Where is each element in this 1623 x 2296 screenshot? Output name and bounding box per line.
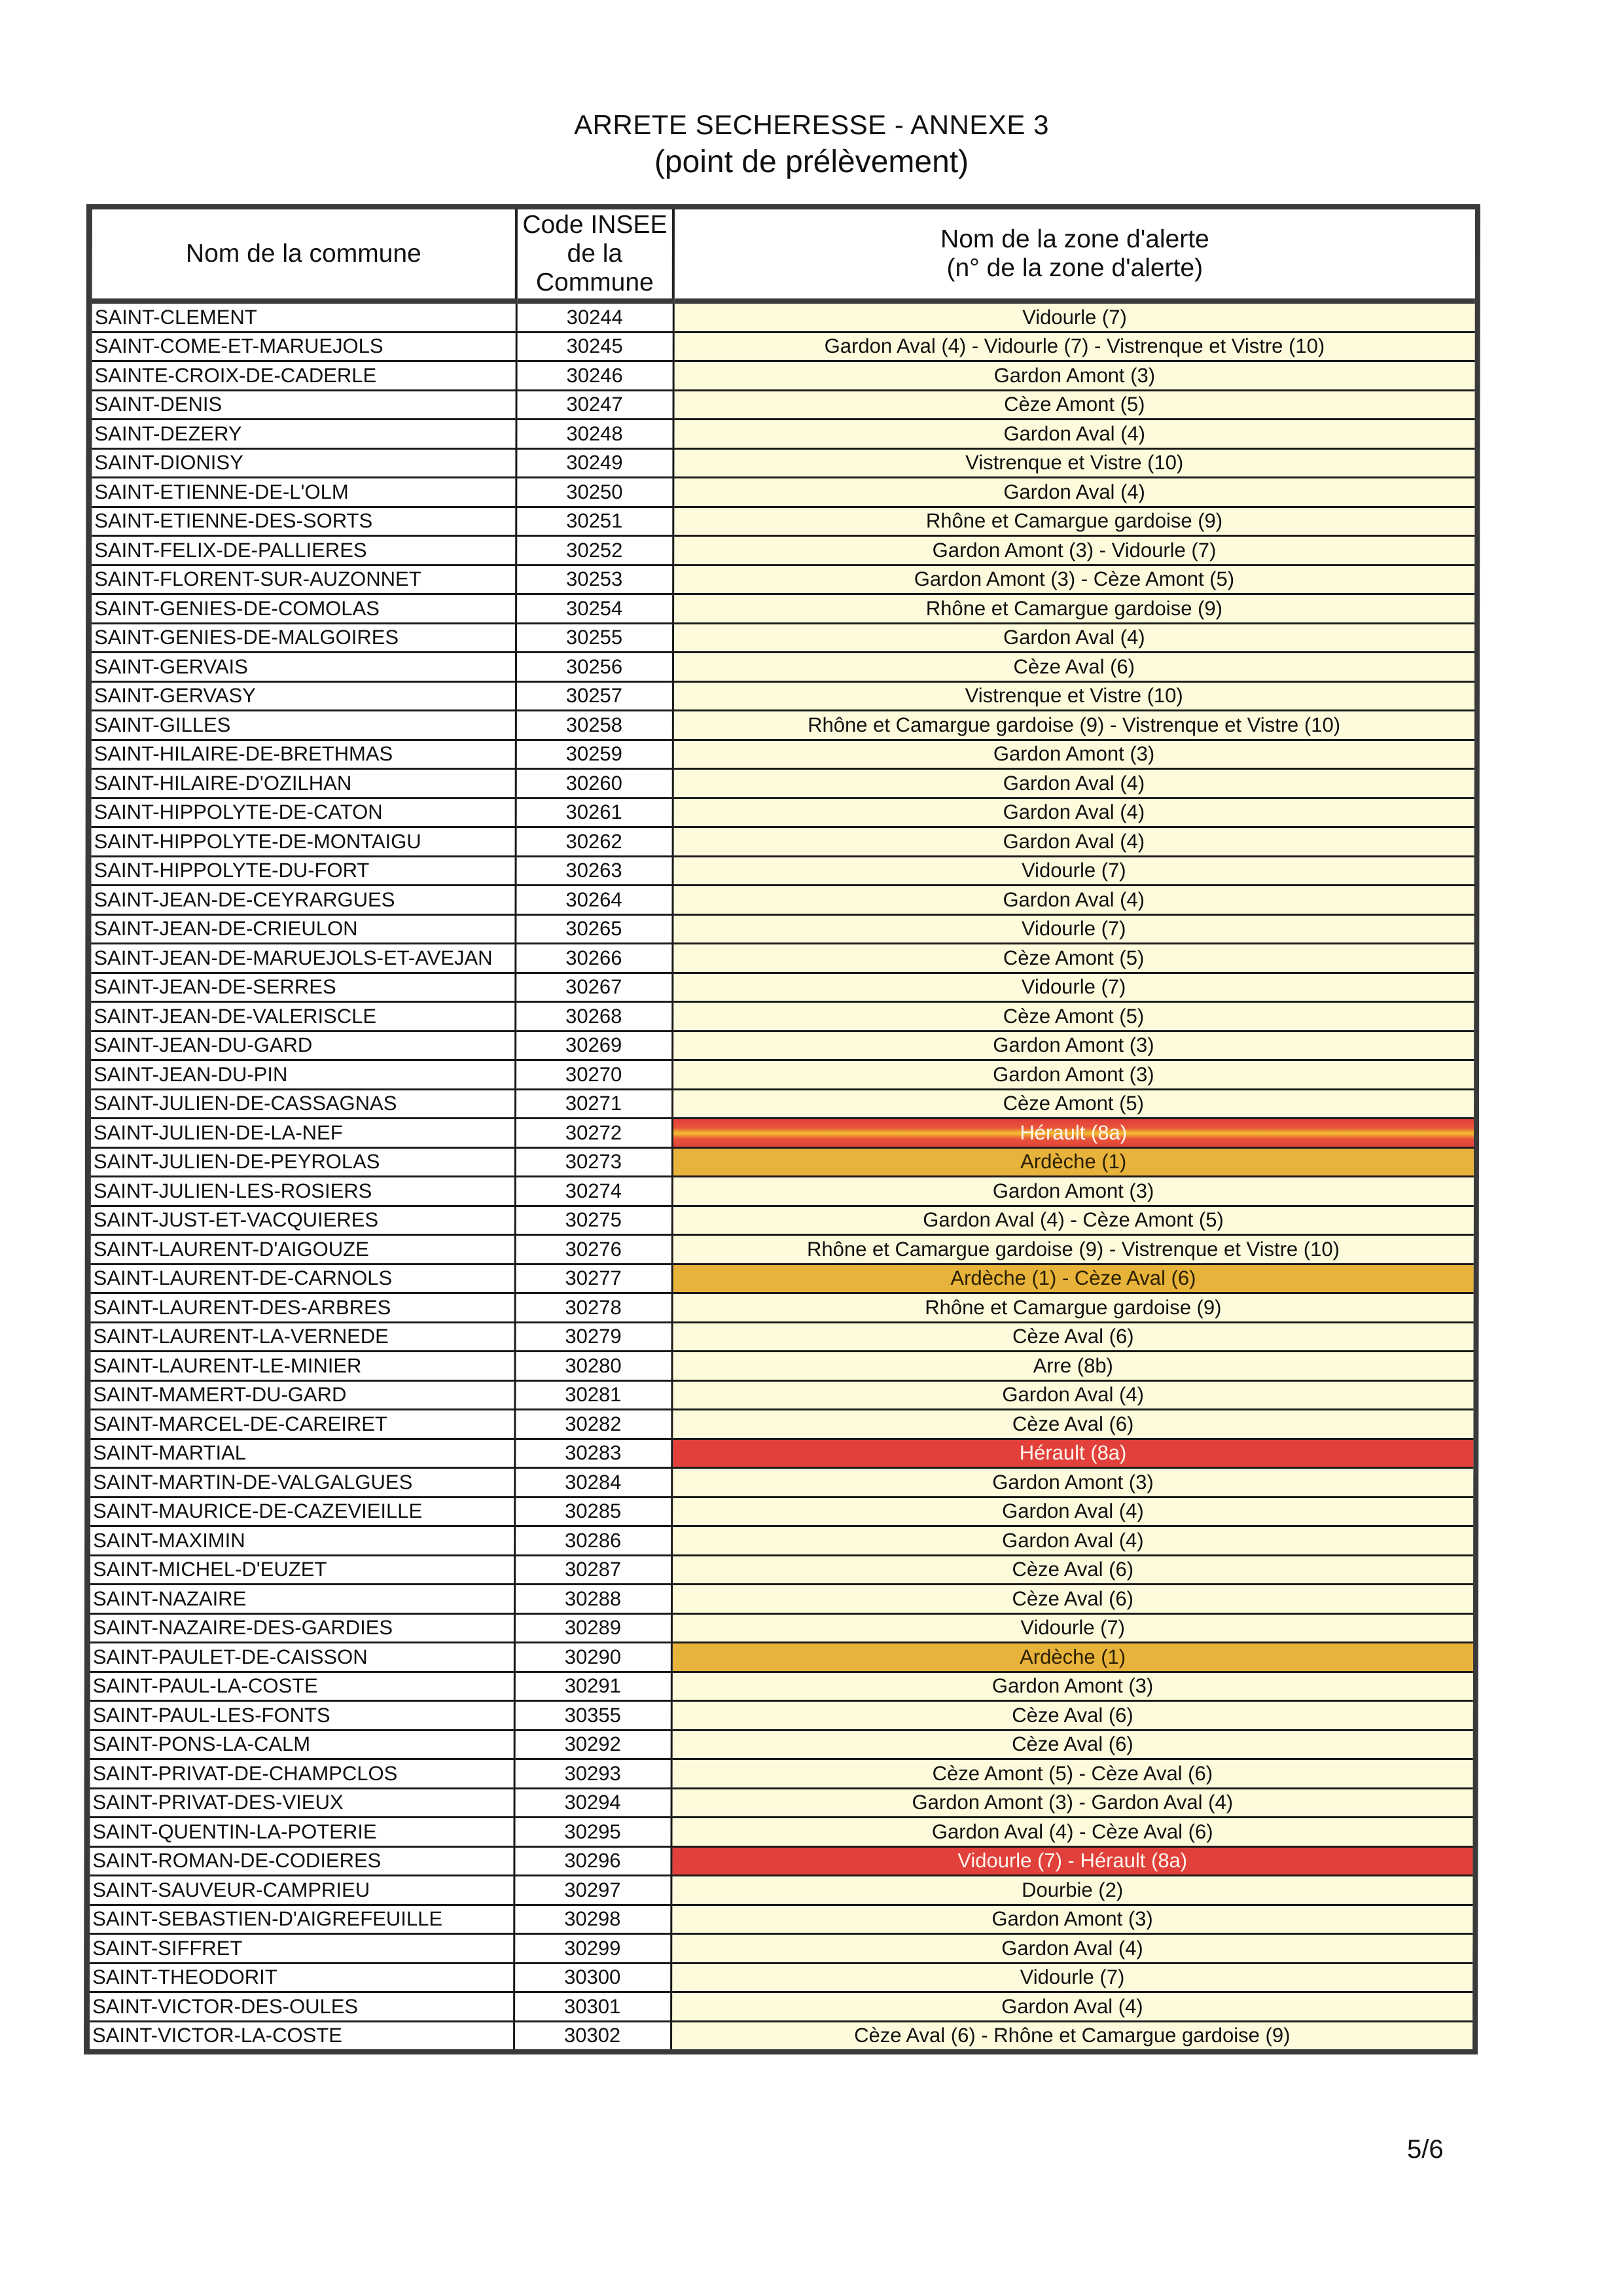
insee-code-cell: 30275 [515,1206,672,1235]
alert-zone-cell: Cèze Aval (6) [671,1410,1473,1439]
table-row [90,1992,1472,2022]
insee-code-cell: 30281 [514,1380,671,1410]
table-row [92,711,1474,740]
alert-zone-cell: Gardon Aval (4) [673,623,1474,653]
insee-code-cell: 30291 [514,1672,671,1701]
commune-name-cell: SAINT-JULIEN-DE-PEYROLAS [91,1147,515,1177]
table-row [91,1206,1474,1235]
commune-name-cell: SAINT-HIPPOLYTE-DU-FORT [92,856,516,886]
alert-zone-cell: Vidourle (7) [673,856,1474,886]
table-row [90,1585,1473,1614]
insee-code-cell: 30255 [516,623,673,653]
commune-name-cell: SAINT-JUST-ET-VACQUIERES [91,1206,515,1235]
commune-name-cell: SAINT-DIONISY [92,448,516,478]
table-row [92,623,1474,653]
alert-zone-cell: Gardon Aval (4) [671,1380,1473,1410]
commune-name-cell: SAINT-GENIES-DE-COMOLAS [92,594,516,624]
commune-name-cell: SAINT-DENIS [92,390,516,420]
table-row [90,1963,1472,1992]
table-row [90,1876,1472,1905]
insee-code-cell: 30296 [514,1846,671,1876]
insee-code-cell: 30269 [515,1031,672,1060]
insee-code-cell: 30292 [514,1730,671,1759]
alert-zone-cell: Gardon Aval (4) [673,769,1474,798]
alert-zone-cell: Gardon Amont (3) [671,1672,1473,1701]
header-zone-line1: Nom de la zone d'alerte [940,225,1209,253]
insee-code-cell: 30287 [514,1555,671,1585]
table-row [90,1380,1473,1410]
insee-code-cell: 30283 [514,1439,671,1468]
table-row [90,1934,1472,1964]
commune-name-cell: SAINT-HIPPOLYTE-DE-MONTAIGU [92,827,516,857]
commune-name-cell: SAINT-MAURICE-DE-CAZEVIEILLE [90,1497,514,1526]
commune-name-cell: SAINT-VICTOR-DES-OULES [90,1992,514,2022]
commune-name-cell: SAINT-LAURENT-DE-CARNOLS [91,1264,515,1293]
alert-zone-cell: Dourbie (2) [671,1876,1472,1905]
insee-code-cell: 30273 [515,1147,672,1177]
commune-name-cell: SAINT-LAURENT-LE-MINIER [90,1352,514,1381]
table-row [90,1555,1473,1585]
insee-code-cell: 30266 [515,944,672,973]
table-row [92,448,1474,478]
table-row [90,1701,1473,1731]
commune-name-cell: SAINT-SIFFRET [90,1934,514,1964]
commune-name-cell: SAINT-MARCEL-DE-CAREIRET [90,1410,514,1439]
alert-zone-cell: Hérault (8a) [671,1439,1473,1468]
alert-zone-cell: Hérault (8a) [672,1119,1474,1148]
alert-zone-cell: Vidourle (7) [671,1613,1473,1643]
table-row [92,420,1474,449]
table-row [90,1905,1472,1934]
alert-zone-cell: Cèze Amont (5) [673,390,1475,420]
alert-zone-cell: Gardon Aval (4) [673,798,1474,827]
alert-zone-cell: Rhône et Camargue gardoise (9) [673,594,1474,624]
insee-code-cell: 30355 [514,1701,671,1731]
commune-name-cell: SAINT-LAURENT-D'AIGOUZE [91,1235,515,1265]
insee-code-cell: 30274 [515,1177,672,1206]
commune-name-cell: SAINT-JEAN-DE-VALERISCLE [91,1002,515,1031]
alert-zone-cell: Vidourle (7) [672,914,1474,944]
alert-zone-cell: Cèze Aval (6) [672,1322,1474,1352]
alert-zone-cell: Gardon Aval (4) [673,827,1474,857]
title-main: ARRETE SECHERESSE - ANNEXE 3 [574,109,1049,140]
insee-code-cell: 30245 [516,332,673,361]
alert-zone-cell: Gardon Amont (3) [672,1177,1474,1206]
alert-zone-cell: Gardon Aval (4) [673,420,1474,449]
commune-name-cell: SAINT-PONS-LA-CALM [90,1730,514,1759]
table-body [90,301,1475,2049]
table-row [92,827,1474,857]
alert-zone-cell: Vidourle (7) - Hérault (8a) [671,1846,1472,1876]
commune-name-cell: SAINT-JULIEN-DE-CASSAGNAS [91,1089,515,1119]
table-row [91,944,1474,973]
document-title [0,108,1623,183]
header-code-insee [516,209,673,301]
insee-code-cell: 30254 [516,594,673,624]
insee-code-cell: 30261 [516,798,673,827]
alert-zone-cell: Cèze Amont (5) [672,1089,1474,1119]
table-row [91,1002,1474,1031]
alert-zone-cell: Ardèche (1) [671,1643,1473,1672]
insee-code-cell: 30246 [516,361,673,391]
table-row [92,594,1474,624]
insee-code-cell: 30299 [514,1934,671,1964]
table-row [90,1643,1473,1672]
insee-code-cell: 30290 [514,1643,671,1672]
alert-zone-cell: Gardon Aval (4) [671,1526,1473,1556]
insee-code-cell: 30270 [515,1060,672,1090]
alert-zone-cell: Gardon Amont (3) - Gardon Aval (4) [671,1788,1473,1818]
alert-zone-cell: Vidourle (7) [671,1963,1472,1992]
insee-code-cell: 30256 [516,653,673,682]
commune-name-cell: SAINT-JEAN-DE-SERRES [91,973,515,1002]
table-row [91,1322,1474,1352]
insee-code-cell: 30268 [515,1002,672,1031]
table-row [91,1235,1474,1265]
alert-zone-cell: Arre (8b) [671,1352,1473,1381]
commune-name-cell: SAINT-JEAN-DE-MARUEJOLS-ET-AVEJAN [91,944,515,973]
table-row [90,2021,1472,2049]
table-row [92,565,1474,594]
insee-code-cell: 30277 [515,1264,672,1293]
table-header-row [92,209,1475,301]
alert-zone-cell: Gardon Aval (4) [671,1497,1473,1526]
commune-name-cell: SAINT-DEZERY [92,420,516,449]
table-row [91,1119,1474,1148]
commune-name-cell: SAINT-JEAN-DE-CEYRARGUES [91,886,515,915]
commune-name-cell: SAINT-CLEMENT [92,301,516,332]
insee-code-cell: 30262 [516,827,673,857]
table-row [91,1293,1474,1323]
commune-name-cell: SAINT-QUENTIN-LA-POTERIE [90,1818,514,1847]
insee-code-cell: 30289 [514,1613,671,1643]
alert-zone-cell: Gardon Aval (4) - Cèze Amont (5) [672,1206,1474,1235]
commune-name-cell: SAINT-SEBASTIEN-D'AIGREFEUILLE [90,1905,514,1934]
insee-code-cell: 30252 [516,536,673,565]
alert-zone-cell: Gardon Aval (4) [671,1934,1472,1964]
table-row [92,361,1475,391]
header-code-line2: de la [567,240,623,268]
table-row [90,1672,1473,1701]
alert-zone-cell: Gardon Amont (3) [673,740,1474,769]
commune-name-cell: SAINT-ROMAN-DE-CODIERES [90,1846,514,1876]
commune-name-cell: SAINT-JEAN-DU-PIN [91,1060,515,1090]
alert-zone-cell: Gardon Aval (4) [672,886,1474,915]
insee-code-cell: 30288 [514,1585,671,1614]
commune-name-cell: SAINT-LAURENT-LA-VERNEDE [91,1322,515,1352]
table-row [90,1759,1473,1789]
table-row [90,1526,1473,1556]
insee-code-cell: 30285 [514,1497,671,1526]
insee-code-cell: 30251 [516,507,673,536]
commune-name-cell: SAINT-MARTIN-DE-VALGALGUES [90,1468,514,1498]
commune-name-cell: SAINT-GENIES-DE-MALGOIRES [92,623,516,653]
alert-zone-cell: Vidourle (7) [673,301,1475,332]
table-row [90,1410,1473,1439]
header-commune-label: Nom de la commune [185,240,421,268]
commune-name-cell: SAINT-GILLES [92,711,516,740]
insee-code-cell: 30263 [516,856,673,886]
table-row [91,914,1474,944]
commune-name-cell: SAINT-MARTIAL [90,1439,514,1468]
commune-name-cell: SAINT-ETIENNE-DE-L'OLM [92,478,516,507]
alert-zone-cell: Gardon Amont (3) - Vidourle (7) [673,536,1474,565]
commune-name-cell: SAINT-PAUL-LA-COSTE [90,1672,514,1701]
insee-code-cell: 30302 [514,2021,671,2049]
alert-zone-cell: Ardèche (1) - Cèze Aval (6) [672,1264,1474,1293]
commune-name-cell: SAINT-THEODORIT [90,1963,514,1992]
alert-zone-cell: Gardon Aval (4) - Vidourle (7) - Vistrenque et Vistre (10) [673,332,1475,361]
table-row [91,1264,1474,1293]
title-subtitle: (point de prélèvement) [654,145,969,179]
commune-name-cell: SAINT-GERVASY [92,681,516,711]
alert-zone-cell: Cèze Amont (5) [672,1002,1474,1031]
table-row [92,390,1475,420]
alert-zone-cell: Vistrenque et Vistre (10) [673,681,1474,711]
insee-code-cell: 30244 [516,301,673,332]
table-row [91,1089,1474,1119]
insee-code-cell: 30282 [514,1410,671,1439]
insee-code-cell: 30264 [515,886,672,915]
alert-zone-cell: Rhône et Camargue gardoise (9) - Vistrenque et Vistre (10) [672,1235,1474,1265]
insee-code-cell: 30249 [516,448,673,478]
commune-name-cell: SAINT-VICTOR-LA-COSTE [90,2021,514,2049]
alert-zone-cell: Cèze Aval (6) [671,1730,1473,1759]
commune-name-cell: SAINT-HIPPOLYTE-DE-CATON [92,798,516,827]
alert-zone-cell: Cèze Aval (6) - Rhône et Camargue gardoise (9) [671,2021,1472,2049]
table-row [90,1468,1473,1498]
commune-name-cell: SAINTE-CROIX-DE-CADERLE [92,361,516,391]
table-row [91,1031,1474,1060]
alert-zone-cell: Cèze Aval (6) [671,1585,1473,1614]
alert-zone-cell: Cèze Aval (6) [671,1701,1473,1731]
insee-code-cell: 30253 [516,565,673,594]
commune-name-cell: SAINT-HILAIRE-DE-BRETHMAS [92,740,516,769]
insee-code-cell: 30280 [514,1352,671,1381]
table-row [91,1177,1474,1206]
table-row [90,1730,1473,1759]
commune-name-cell: SAINT-GERVAIS [92,653,516,682]
insee-code-cell: 30286 [514,1526,671,1556]
insee-code-cell: 30247 [516,390,673,420]
insee-code-cell: 30301 [514,1992,671,2022]
commune-name-cell: SAINT-PAUL-LES-FONTS [90,1701,514,1731]
table-row [90,1788,1473,1818]
commune-name-cell: SAINT-SAUVEUR-CAMPRIEU [90,1876,514,1905]
table-row [92,507,1474,536]
commune-name-cell: SAINT-MAXIMIN [90,1526,514,1556]
insee-code-cell: 30295 [514,1818,671,1847]
commune-name-cell: SAINT-NAZAIRE [90,1585,514,1614]
commune-name-cell: SAINT-HILAIRE-D'OZILHAN [92,769,516,798]
table-row [92,740,1474,769]
alert-zone-cell: Rhône et Camargue gardoise (9) - Vistrenque et Vistre (10) [673,711,1474,740]
commune-name-cell: SAINT-PRIVAT-DE-CHAMPCLOS [90,1759,514,1789]
insee-code-cell: 30257 [516,681,673,711]
insee-code-cell: 30250 [516,478,673,507]
alert-zone-cell: Vistrenque et Vistre (10) [673,448,1474,478]
table-row [92,856,1474,886]
header-code-line3: Commune [535,268,654,296]
alert-zone-cell: Gardon Aval (4) [673,478,1474,507]
insee-code-cell: 30248 [516,420,673,449]
commune-name-cell: SAINT-COME-ET-MARUEJOLS [92,332,516,361]
commune-name-cell: SAINT-JEAN-DU-GARD [91,1031,515,1060]
table-row [90,1846,1472,1876]
insee-code-cell: 30279 [515,1322,672,1352]
alert-zone-cell: Rhône et Camargue gardoise (9) [673,507,1474,536]
table-row [92,332,1475,361]
table-row [90,1613,1473,1643]
insee-code-cell: 30276 [515,1235,672,1265]
insee-code-cell: 30265 [515,914,672,944]
header-zone-alerte [673,209,1475,301]
header-zone-line2: (n° de la zone d'alerte) [946,254,1204,282]
header-code-line1: Code INSEE [522,211,668,239]
commune-name-cell: SAINT-FLORENT-SUR-AUZONNET [92,565,516,594]
insee-code-cell: 30298 [514,1905,671,1934]
table-row [92,536,1474,565]
insee-code-cell: 30284 [514,1468,671,1498]
alert-zone-cell: Gardon Amont (3) [671,1905,1472,1934]
alert-zone-cell: Cèze Amont (5) [672,944,1474,973]
alert-zone-cell: Gardon Amont (3) [672,1060,1474,1090]
alert-zone-cell: Gardon Amont (3) [672,1031,1474,1060]
commune-name-cell: SAINT-MICHEL-D'EUZET [90,1555,514,1585]
commune-name-cell: SAINT-JULIEN-LES-ROSIERS [91,1177,515,1206]
alert-zone-cell: Gardon Aval (4) - Cèze Aval (6) [671,1818,1472,1847]
alert-zone-cell: Gardon Amont (3) - Cèze Amont (5) [673,565,1474,594]
table-row [92,681,1474,711]
commune-name-cell: SAINT-JULIEN-DE-LA-NEF [91,1119,515,1148]
commune-name-cell: SAINT-JEAN-DE-CRIEULON [91,914,515,944]
insee-code-cell: 30297 [514,1876,671,1905]
insee-code-cell: 30278 [515,1293,672,1323]
insee-code-cell: 30271 [515,1089,672,1119]
commune-name-cell: SAINT-ETIENNE-DES-SORTS [92,507,516,536]
commune-name-cell: SAINT-FELIX-DE-PALLIERES [92,536,516,565]
table-row [91,1147,1474,1177]
table-row [92,301,1475,332]
table-row [92,798,1474,827]
table-row [92,653,1474,682]
table-row [91,886,1474,915]
insee-code-cell: 30272 [515,1119,672,1148]
insee-code-cell: 30260 [516,769,673,798]
alert-zone-cell: Ardèche (1) [672,1147,1474,1177]
alert-zone-cell: Cèze Aval (6) [673,653,1474,682]
insee-code-cell: 30300 [514,1963,671,1992]
insee-code-cell: 30258 [516,711,673,740]
table-row [91,973,1474,1002]
table-row [90,1439,1473,1468]
table-row [92,478,1474,507]
commune-name-cell: SAINT-PRIVAT-DES-VIEUX [90,1788,514,1818]
commune-name-cell: SAINT-LAURENT-DES-ARBRES [91,1293,515,1323]
insee-code-cell: 30259 [516,740,673,769]
insee-code-cell: 30294 [514,1788,671,1818]
table-row [92,769,1474,798]
alert-zone-cell: Cèze Aval (6) [671,1555,1473,1585]
commune-name-cell: SAINT-PAULET-DE-CAISSON [90,1643,514,1672]
commune-name-cell: SAINT-MAMERT-DU-GARD [90,1380,514,1410]
table-row [90,1818,1472,1847]
alert-zone-cell: Vidourle (7) [672,973,1474,1002]
alert-zone-cell: Cèze Amont (5) - Cèze Aval (6) [671,1759,1473,1789]
commune-name-cell: SAINT-NAZAIRE-DES-GARDIES [90,1613,514,1643]
page-number: 5/6 [1407,2135,1444,2164]
insee-code-cell: 30293 [514,1759,671,1789]
alert-zone-cell: Gardon Amont (3) [671,1468,1473,1498]
insee-code-cell: 30267 [515,973,672,1002]
alert-zone-cell: Gardon Amont (3) [673,361,1475,391]
table-row [91,1060,1474,1090]
header-commune [92,209,516,301]
table-row [90,1352,1473,1381]
communes-table [84,204,1480,2054]
table-row [90,1497,1473,1526]
alert-zone-cell: Rhône et Camargue gardoise (9) [672,1293,1474,1323]
alert-zone-cell: Gardon Aval (4) [671,1992,1472,2022]
